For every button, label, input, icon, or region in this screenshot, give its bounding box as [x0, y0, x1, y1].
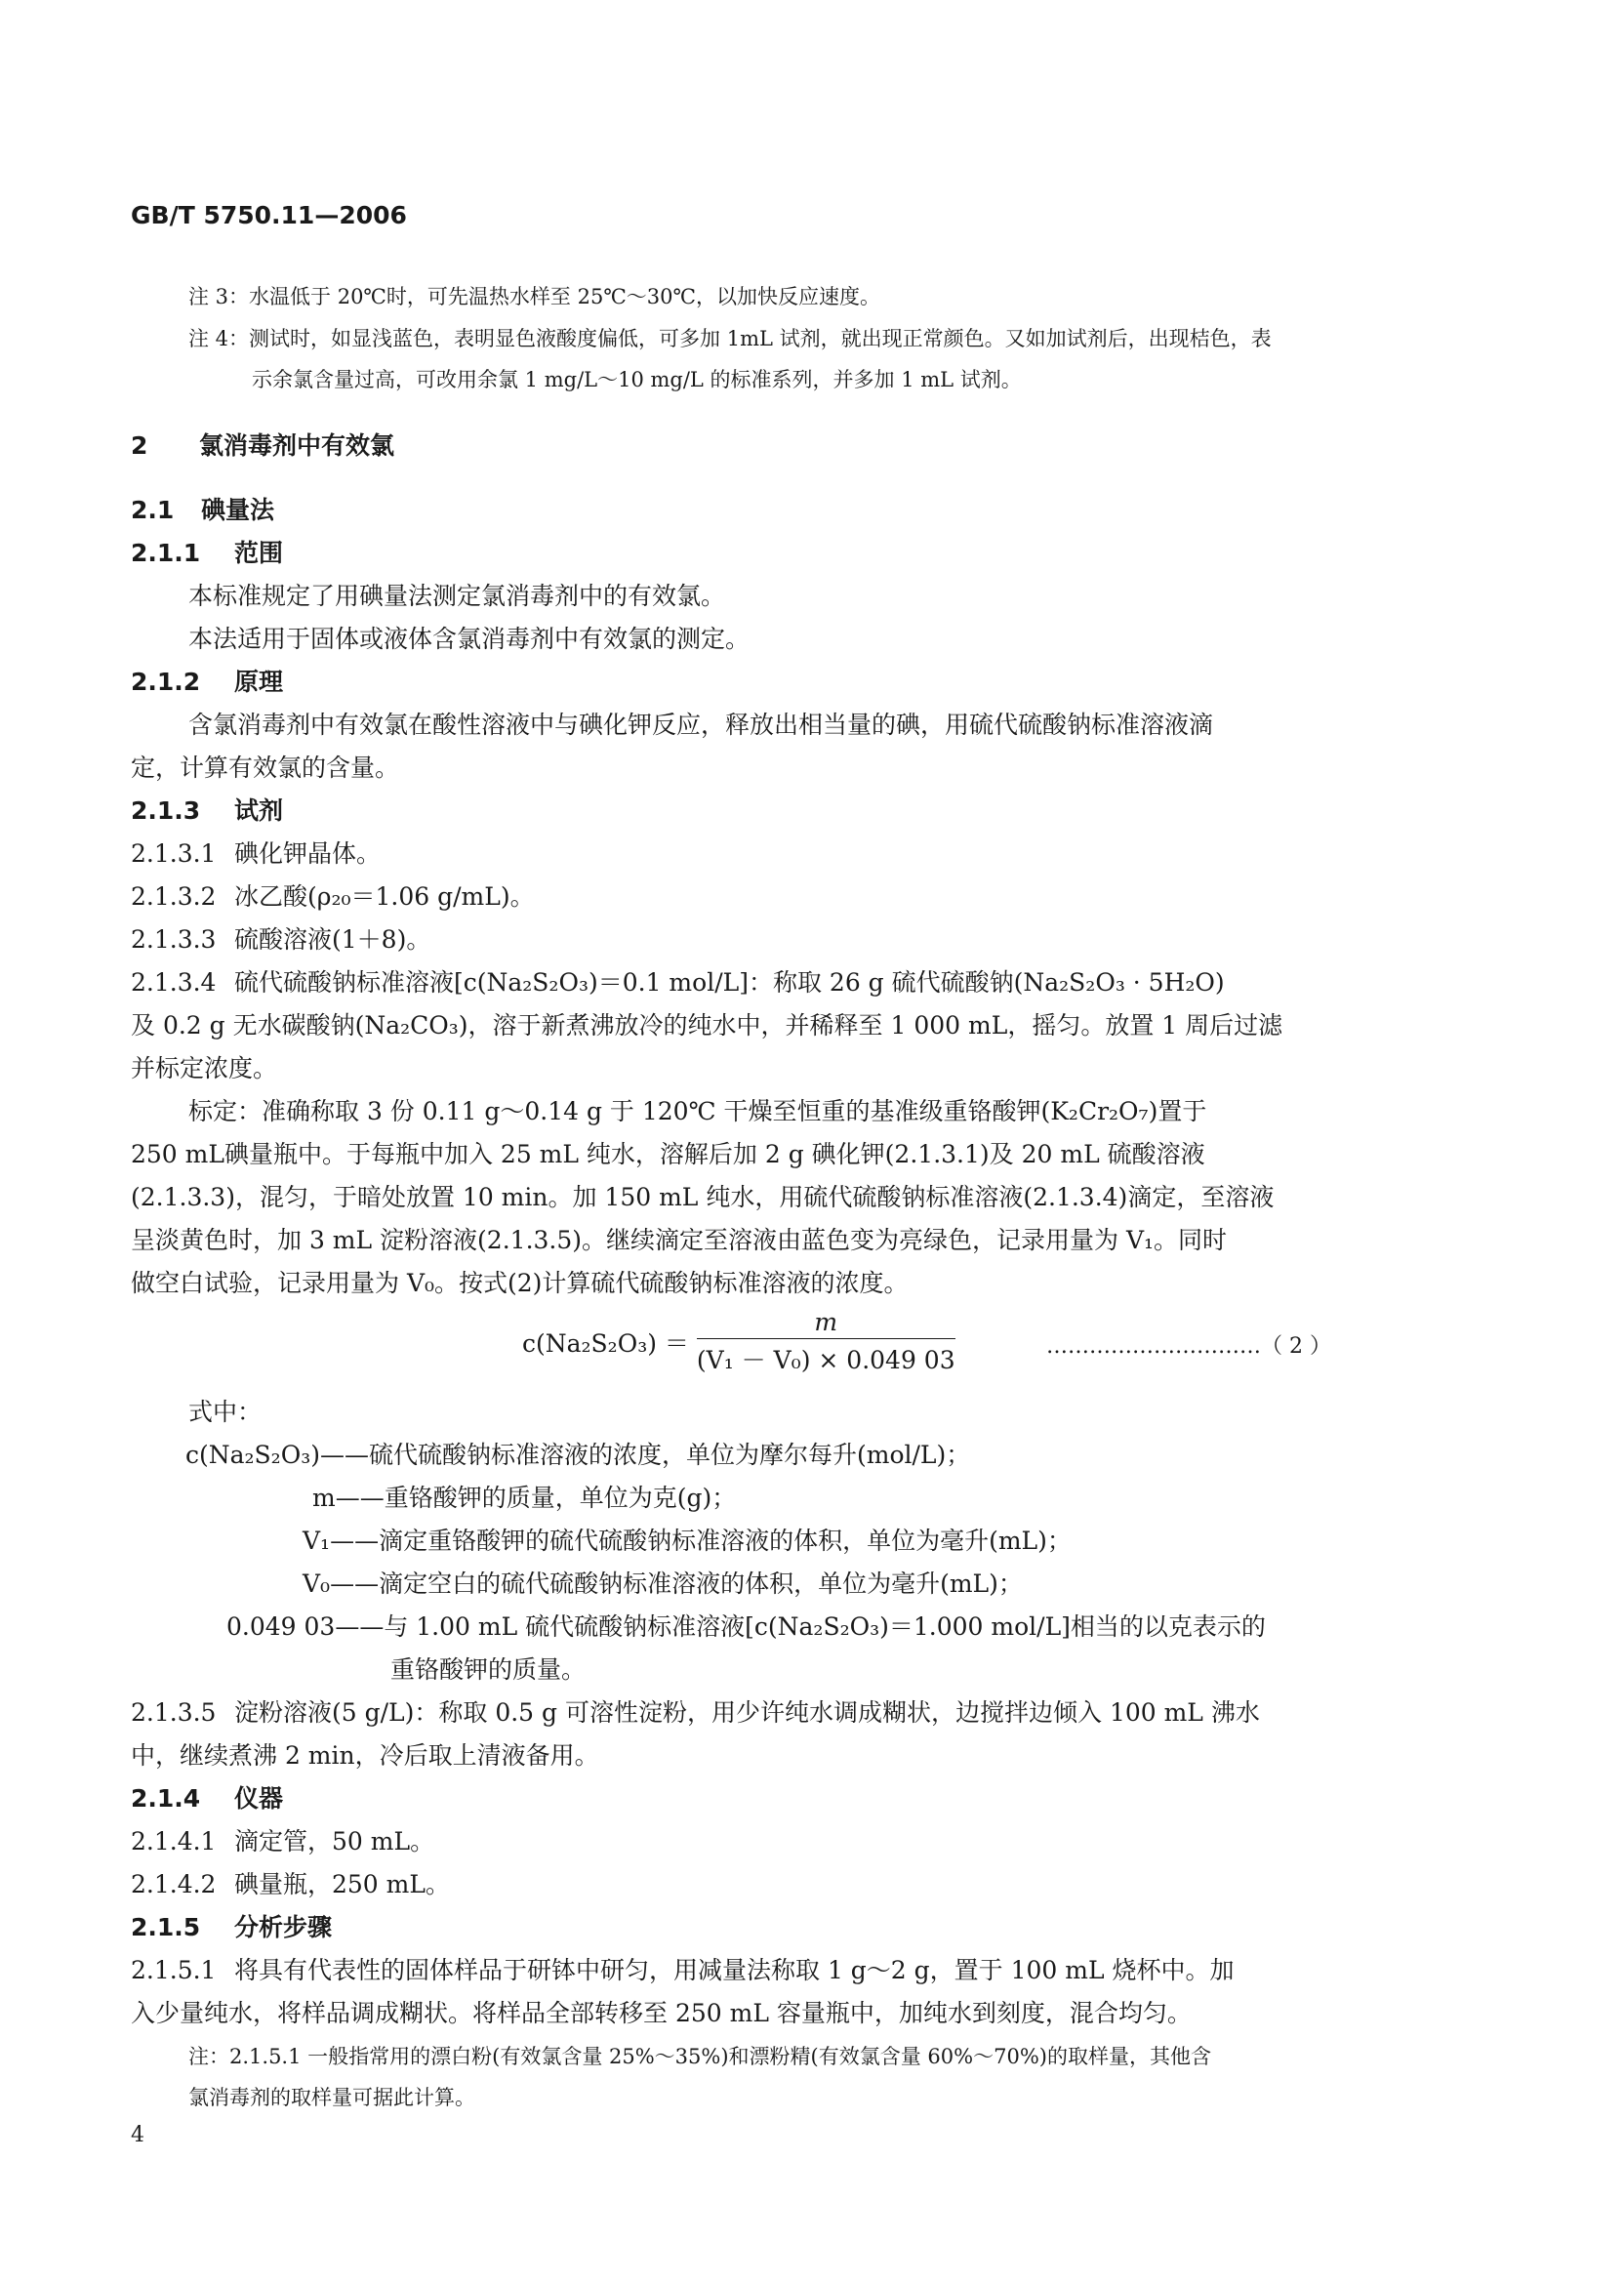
section-number: 2.1.2 — [131, 668, 201, 696]
section-number: 2.1.4 — [131, 1784, 201, 1813]
section-number: 2 — [131, 431, 148, 460]
section-title: 试剂 — [234, 796, 284, 825]
reagent-item — [131, 877, 535, 913]
formula-2 — [522, 1308, 955, 1376]
instrument-item — [131, 1822, 434, 1857]
reagent-number: 2.1.3.3 — [131, 925, 217, 954]
where-item — [312, 1479, 736, 1514]
step-2-1-5-1-line-2: 入少量纯水，将样品调成糊状。将样品全部转移至 250 mL 容量瓶中，加纯水到刻度，混合均匀。 — [131, 1999, 1192, 2027]
calibration-line-4: 呈淡黄色时，加 3 mL 淀粉溶液(2.1.3.5)。继续滴定至溶液由蓝色变为亮绿色，记录用量为 V₁。同时 — [131, 1226, 1228, 1254]
section-2-1-heading — [131, 491, 274, 526]
step-2-1-5-1 — [131, 1951, 1235, 1986]
reagent-2-1-3-4-line-2: 及 0.2 g 无水碳酸钠(Na₂CO₃)，溶于新煮沸放冷的纯水中，并稀释至 1 000 mL，摇匀。放置 1 周后过滤 — [131, 1011, 1283, 1040]
where-symbol: m—— — [312, 1484, 385, 1512]
where-item — [185, 1436, 970, 1471]
reagent-number: 2.1.3.5 — [131, 1698, 217, 1727]
note-bottom-continued: 氯消毒剂的取样量可据此计算。 — [188, 2086, 475, 2109]
instrument-number: 2.1.4.2 — [131, 1870, 217, 1898]
instrument-item — [131, 1865, 450, 1900]
section-number: 2.1 — [131, 496, 175, 524]
where-item — [226, 1608, 1266, 1643]
where-text: 滴定重铬酸钾的硫代硫酸钠标准溶液的体积，单位为毫升(mL)； — [379, 1527, 1072, 1555]
reagent-2-1-3-4 — [131, 963, 1225, 999]
where-text: 与 1.00 mL 硫代硫酸钠标准溶液[c(Na₂S₂O₃)＝1.000 mol/L]相当的以克表示的 — [384, 1612, 1266, 1641]
principle-line-1: 含氯消毒剂中有效氯在酸性溶液中与碘化钾反应，释放出相当量的碘，用硫代硫酸钠标准溶液滴 — [188, 711, 1214, 739]
reagent-number: 2.1.3.2 — [131, 882, 217, 911]
formula-denominator: (V₁ － V₀) × 0.049 03 — [696, 1346, 955, 1374]
scope-line-2: 本法适用于固体或液体含氯消毒剂中有效氯的测定。 — [188, 625, 751, 653]
formula-numerator: m — [697, 1308, 955, 1339]
reagent-text: 冰乙酸(ρ₂₀＝1.06 g/mL)。 — [234, 882, 535, 911]
where-item — [303, 1565, 1023, 1600]
step-number: 2.1.5.1 — [131, 1956, 217, 1984]
section-2-1-1-heading — [131, 534, 283, 569]
reagent-item — [131, 835, 381, 870]
section-2-1-5-heading — [131, 1908, 332, 1943]
principle-line-2: 定，计算有效氯的含量。 — [131, 754, 400, 782]
note-bottom: 注：2.1.5.1 一般指常用的漂白粉(有效氯含量 25%～35%)和漂粉精(有效氯含量 60%～70%)的取样量，其他含 — [188, 2045, 1211, 2068]
section-2-heading — [131, 427, 394, 462]
calibration-line-2: 250 mL碘量瓶中。于每瓶中加入 25 mL 纯水，溶解后加 2 g 碘化钾(2.1.3.1)及 20 mL 硫酸溶液 — [131, 1140, 1205, 1168]
instrument-number: 2.1.4.1 — [131, 1827, 217, 1855]
calibration-line-1: 标定：准确称取 3 份 0.11 g～0.14 g 于 120℃ 干燥至恒重的基准级重铬酸钾(K₂Cr₂O₇)置于 — [188, 1097, 1207, 1125]
where-text: 重铬酸钾的质量，单位为克(g)； — [384, 1484, 737, 1512]
page-number: 4 — [131, 2123, 144, 2147]
equation-number: …………………………（ 2 ） — [1046, 1334, 1331, 1359]
standard-number: GB/T 5750.11—2006 — [131, 201, 407, 229]
section-2-1-3-heading — [131, 792, 283, 827]
reagent-text: 硫代硫酸钠标准溶液[c(Na₂S₂O₃)＝0.1 mol/L]：称取 26 g 硫代硫酸钠(Na₂S₂O₃ · 5H₂O) — [234, 968, 1225, 997]
note-4-continued: 示余氯含量过高，可改用余氯 1 mg/L～10 mg/L 的标准系列，并多加 1 mL 试剂。 — [252, 368, 1022, 391]
section-2-1-4-heading — [131, 1779, 283, 1814]
where-symbol: V₁—— — [303, 1527, 380, 1555]
reagent-item — [131, 920, 430, 956]
where-label: 式中： — [188, 1398, 263, 1426]
where-symbol: 0.049 03—— — [226, 1612, 385, 1641]
instrument-text: 碘量瓶，250 mL。 — [234, 1870, 450, 1898]
reagent-2-1-3-5-line-2: 中，继续煮沸 2 min，冷后取上清液备用。 — [131, 1741, 599, 1770]
reagent-2-1-3-4-line-3: 并标定浓度。 — [131, 1054, 278, 1082]
where-text: 硫代硫酸钠标准溶液的浓度，单位为摩尔每升(mol/L)； — [368, 1441, 971, 1469]
where-item-continued: 重铬酸钾的质量。 — [390, 1655, 587, 1684]
calibration-line-5: 做空白试验，记录用量为 V₀。按式(2)计算硫代硫酸钠标准溶液的浓度。 — [131, 1269, 909, 1297]
reagent-2-1-3-5 — [131, 1693, 1260, 1729]
section-title: 碘量法 — [201, 496, 275, 524]
reagent-number: 2.1.3.1 — [131, 839, 217, 868]
where-text: 滴定空白的硫代硫酸钠标准溶液的体积，单位为毫升(mL)； — [379, 1570, 1023, 1598]
reagent-text: 硫酸溶液(1＋8)。 — [234, 925, 431, 954]
section-2-1-2-heading — [131, 663, 283, 698]
where-item — [303, 1522, 1072, 1557]
reagent-text: 碘化钾晶体。 — [234, 839, 382, 868]
section-number: 2.1.3 — [131, 796, 201, 825]
note-4: 注 4：测试时，如显浅蓝色，表明显色液酸度偏低，可多加 1mL 试剂，就出现正常颜色。又如加试剂后，出现桔色，表 — [188, 327, 1272, 350]
step-text: 将具有代表性的固体样品于研钵中研匀，用减量法称取 1 g～2 g，置于 100 mL 烧杯中。加 — [234, 1956, 1235, 1984]
section-title: 仪器 — [234, 1784, 284, 1813]
instrument-text: 滴定管，50 mL。 — [234, 1827, 435, 1855]
section-title: 分析步骤 — [234, 1913, 333, 1941]
formula-fraction — [697, 1308, 955, 1376]
scope-line-1: 本标准规定了用碘量法测定氯消毒剂中的有效氯。 — [188, 582, 726, 610]
section-title: 范围 — [234, 539, 284, 567]
formula-lhs: c(Na₂S₂O₃) ＝ — [522, 1329, 689, 1358]
section-number: 2.1.1 — [131, 539, 201, 567]
reagent-number: 2.1.3.4 — [131, 968, 217, 997]
where-symbol: c(Na₂S₂O₃)—— — [185, 1441, 369, 1469]
reagent-text: 淀粉溶液(5 g/L)：称取 0.5 g 可溶性淀粉，用少许纯水调成糊状，边搅拌边倾入 100 mL 沸水 — [234, 1698, 1260, 1727]
note-3: 注 3：水温低于 20℃时，可先温热水样至 25℃～30℃，以加快反应速度。 — [188, 285, 881, 308]
section-title: 原理 — [234, 668, 284, 696]
where-symbol: V₀—— — [303, 1570, 380, 1598]
calibration-line-3: (2.1.3.3)，混匀，于暗处放置 10 min。加 150 mL 纯水，用硫代硫酸钠标准溶液(2.1.3.4)滴定，至溶液 — [131, 1183, 1275, 1211]
section-title: 氯消毒剂中有效氯 — [199, 431, 395, 460]
section-number: 2.1.5 — [131, 1913, 201, 1941]
